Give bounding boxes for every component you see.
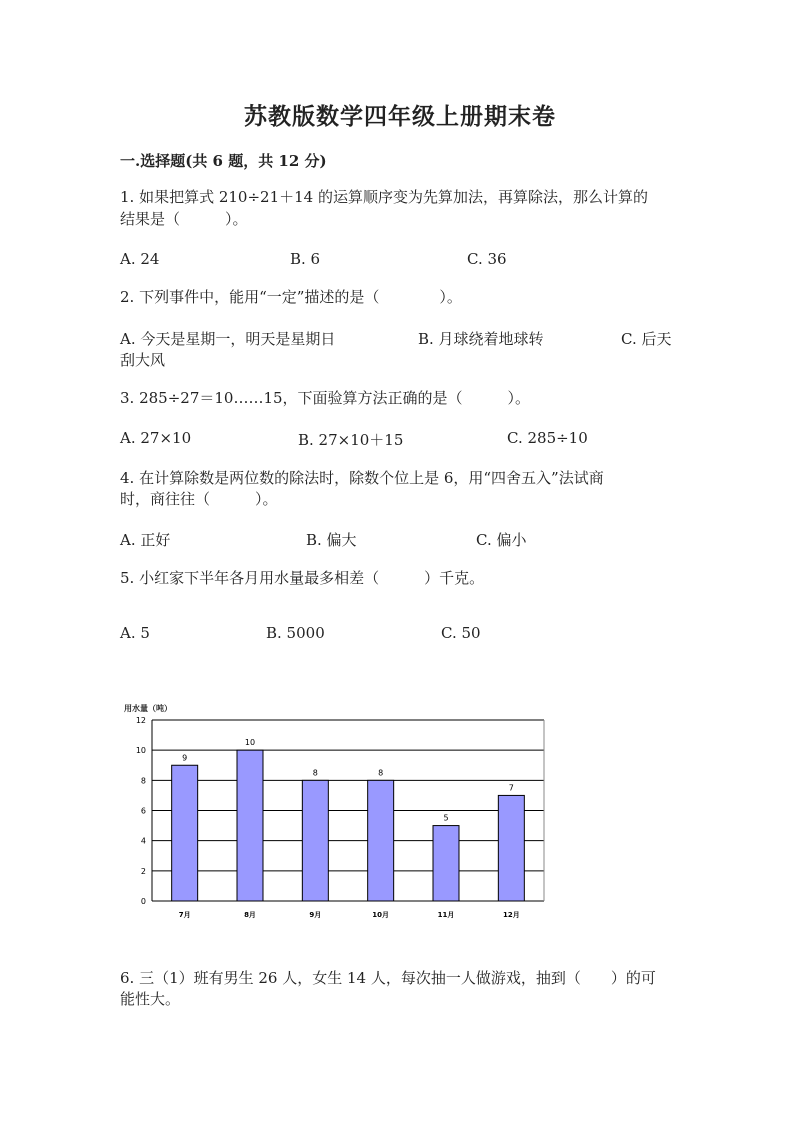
question-3-line-1: 3. 285÷27＝10……15，下面验算方法正确的是（ ）。: [120, 389, 531, 407]
y-tick-label-12: 12: [135, 716, 146, 725]
bar-6: [498, 795, 524, 901]
bar-2: [237, 750, 263, 901]
question-2-option-c-continued: 刮大风: [120, 351, 166, 369]
x-tick-label-1: 7月: [178, 911, 191, 919]
y-tick-label-8: 8: [140, 776, 146, 786]
question-3-option-a: A. 27×10: [120, 429, 192, 447]
question-2-option-a: A. 今天是星期一，明天是星期日: [120, 330, 336, 348]
y-tick-label-2: 2: [140, 866, 146, 876]
x-tick-label-5: 11月: [437, 911, 455, 919]
question-6-line-2: 能性大。: [120, 990, 181, 1008]
question-1-option-b: B. 6: [290, 250, 321, 268]
x-tick-label-3: 9月: [309, 911, 322, 919]
question-5-option-c: C. 50: [441, 624, 481, 642]
bar-4: [368, 780, 394, 901]
question-2-option-b: B. 月球绕着地球转: [418, 330, 544, 348]
y-tick-label-6: 6: [140, 806, 146, 816]
data-label-3: 8: [312, 768, 318, 778]
question-4-line-2: 时，商往往（ ）。: [120, 490, 278, 508]
data-label-1: 9: [182, 753, 188, 763]
question-2-line-1: 2. 下列事件中，能用“一定”描述的是（ ）。: [120, 288, 462, 306]
question-2-option-c: C. 后天: [621, 330, 672, 348]
question-4-option-b: B. 偏大: [306, 531, 357, 549]
question-3-option-c: C. 285÷10: [507, 429, 588, 447]
data-label-2: 10: [244, 738, 256, 748]
question-4-option-c: C. 偏小: [476, 531, 527, 549]
section-heading: 一.选择题(共 6 题，共 12 分): [120, 152, 327, 170]
question-1-option-a: A. 24: [120, 250, 160, 268]
x-tick-label-6: 12月: [502, 911, 520, 919]
data-label-4: 8: [378, 768, 384, 778]
question-1-line-2: 结果是（ ）。: [120, 210, 248, 228]
data-label-6: 7: [508, 783, 514, 793]
data-label-5: 5: [443, 813, 449, 823]
question-5-option-b: B. 5000: [266, 624, 325, 642]
y-tick-label-10: 10: [135, 746, 146, 756]
x-tick-label-2: 8月: [244, 911, 256, 919]
question-4-line-1: 4. 在计算除数是两位数的除法时，除数个位上是 6，用“四舍五入”法试商: [120, 469, 604, 487]
y-tick-label-0: 0: [140, 897, 146, 906]
bar-1: [172, 765, 198, 901]
bar-5: [433, 826, 459, 901]
bar-3: [302, 780, 328, 901]
question-1-option-c: C. 36: [467, 250, 507, 268]
page-title: 苏教版数学四年级上册期末卷: [244, 103, 556, 130]
question-6-line-1: 6. 三（1）班有男生 26 人，女生 14 人，每次抽一人做游戏，抽到（ ）的可: [120, 969, 656, 987]
x-tick-label-4: 10月: [372, 911, 390, 919]
question-5-option-a: A. 5: [120, 624, 150, 642]
question-4-option-a: A. 正好: [120, 531, 171, 549]
question-5-line-1: 5. 小红家下半年各月用水量最多相差（ ）千克。: [120, 569, 485, 587]
y-tick-label-4: 4: [140, 836, 146, 846]
question-3-option-b: B. 27×10＋15: [298, 431, 404, 449]
question-1-line-1: 1. 如果把算式 210÷21＋14 的运算顺序变为先算加法，再算除法，那么计算的: [120, 188, 648, 206]
chart-y-axis-label: 用水量（吨）: [124, 704, 172, 713]
